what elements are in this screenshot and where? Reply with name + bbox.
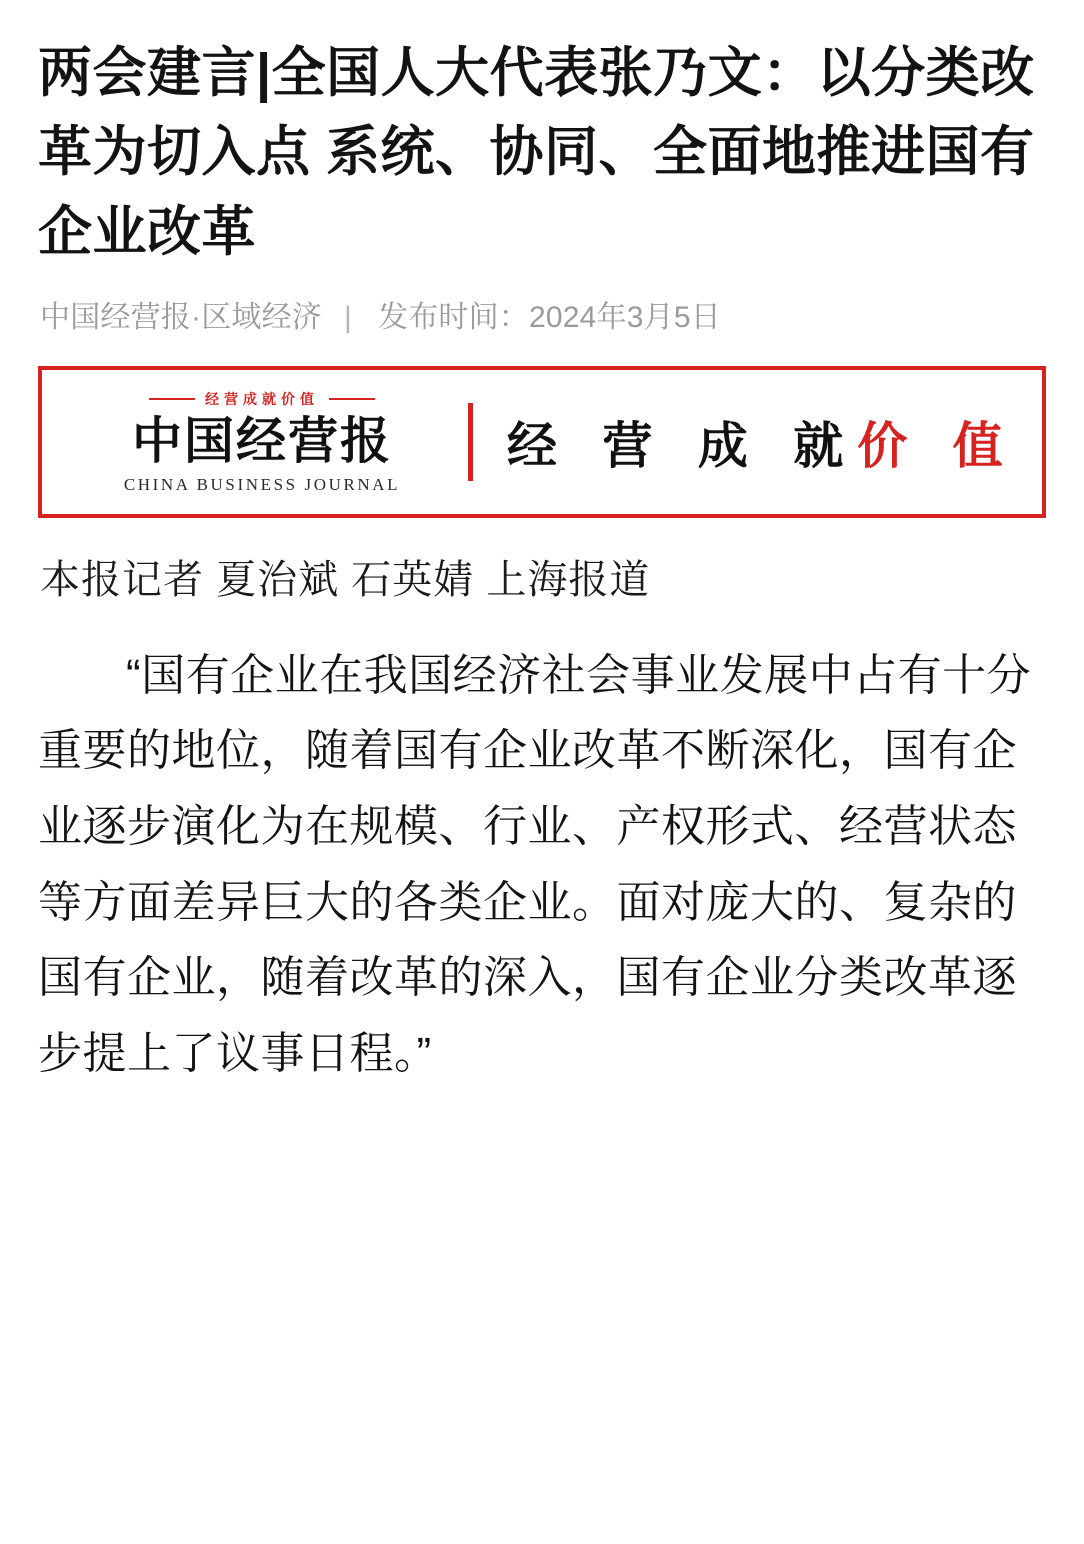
slogan-red-part: 价 值	[857, 415, 1017, 475]
slogan-black-part: 经 营 成 就	[507, 415, 858, 475]
publish-time: 发布时间：2024年3月5日	[378, 301, 721, 335]
page-title: 两会建言|全国人大代表张乃文：以分类改革为切入点 系统、协同、全面地推进国有企业改革	[38, 43, 1035, 262]
kicker-text: 经营成就价值	[205, 390, 319, 407]
masthead-logo	[42, 389, 462, 495]
masthead-divider	[468, 403, 473, 481]
kicker-rule-right	[329, 398, 375, 400]
kicker-rule-left	[149, 398, 195, 400]
reporter-byline: 本报记者 夏治斌 石英婧 上海报道	[40, 557, 651, 602]
article-paragraph: “国有企业在我国经济社会事业发展中占有十分重要的地位，随着国有企业改革不断深化，国有企业逐步演化为在规模、行业、产权形式、经营状态等方面差异巨大的各类企业。面对庞大的、复杂的国有企业，随着改革的深入，国有企业分类改革逐步提上了议事日程。”	[38, 650, 1032, 1078]
masthead-kicker	[149, 389, 375, 409]
meta-separator: |	[344, 301, 352, 335]
masthead-title-en: CHINA BUSINESS JOURNAL	[123, 474, 401, 494]
article-meta	[40, 296, 1046, 340]
article-source: 中国经营报·区域经济	[40, 301, 322, 335]
masthead-banner	[38, 366, 1046, 518]
masthead-slogan	[507, 406, 1042, 478]
masthead-title-cn: 中国经营报	[132, 410, 392, 470]
